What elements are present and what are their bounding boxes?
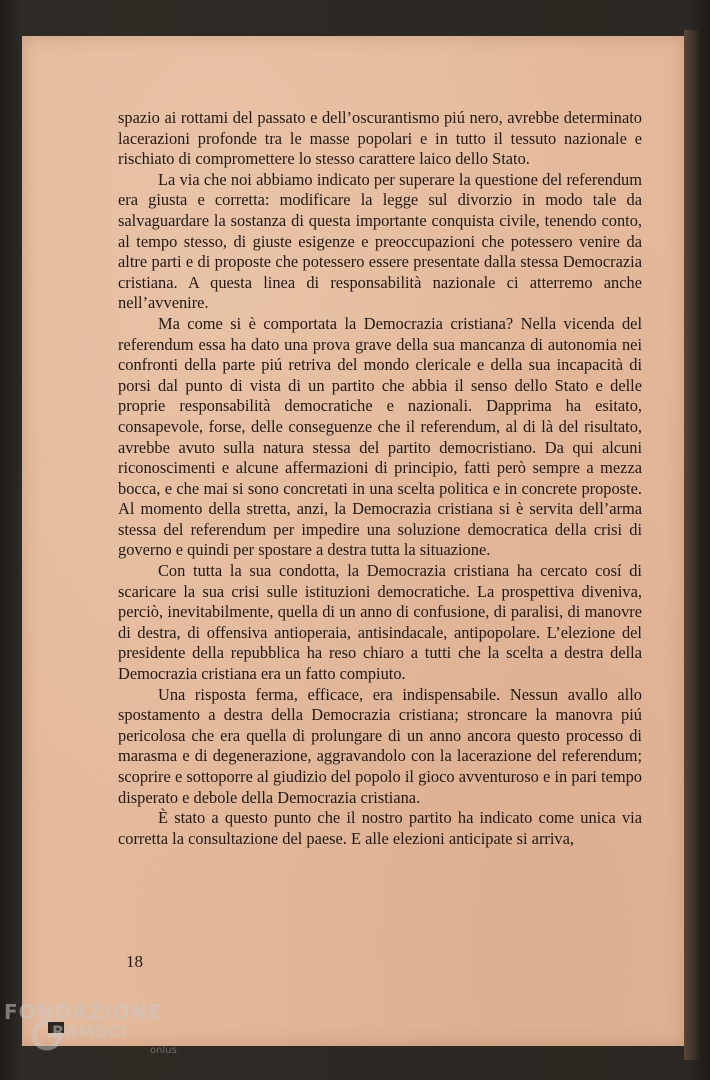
paragraph-5: Una risposta ferma, efficace, era indispensabile. Nessun avallo allo spostamento a destra della Democrazia cristiana; stroncare la manovra piú pericolosa che era quella di prolungare di un anno ancora questo processo di marasma e di degenerazione, aggravandolo con la lacerazione del referendum; scoprire e sottoporre al giudizio del popolo il gioco avventuroso e in pari tempo disperato e debole della Democrazia cristiana.: [118, 684, 642, 807]
watermark-line2: RAMSCI: [52, 1022, 128, 1041]
paragraph-3: Ma come si è comportata la Democrazia cristiana? Nella vicenda del referendum essa ha dato una prova grave della sua mancanza di autonomia nei confronti della parte piú retriva del mondo clericale e della sua incapacità di porsi dal punto di vista di un partito che abbia il senso dello Stato e delle proprie responsabilità democratiche e nazionali. Dapprima ha esitato, consapevole, forse, delle conseguenze che il referendum, al di là del risultato, avrebbe avuto sulla natura stessa del partito democristiano. Da qui alcuni riconoscimenti e alcune affermazioni di principio, fatti però sempre a mezza bocca, e che mai si sono concretati in una scelta politica e in concrete proposte. Al momento della stretta, anzi, la Democrazia cristiana si è servita dell’arma stessa del referendum per impedire una soluzione democratica della crisi di governo e quindi per spostare a destra tutta la situazione.: [118, 313, 642, 560]
watermark-line3: onlus: [150, 1045, 177, 1056]
page-edge: [684, 30, 702, 1060]
paragraph-2: La via che noi abbiamo indicato per superare la questione del referendum era giusta e corretta: modificare la legge sul divorzio in modo tale da salvaguardare la sostanza di questa importante conquista civile, tenendo conto, al tempo stesso, di giuste esigenze e preoccupazioni che potessero venire da altre parti e di proposte che potessero essere presentate dalla stessa Democrazia cristiana. A questa linea di responsabilità nazionale ci atterremo anche nell’avvenire.: [118, 169, 642, 313]
watermark-logo: [4, 1000, 204, 1070]
paragraph-6: È stato a questo punto che il nostro partito ha indicato come unica via corretta la consultazione del paese. E alle elezioni anticipate si arriva,: [118, 808, 642, 848]
page-number: 18: [126, 952, 143, 971]
paragraph-1: spazio ai rottami del passato e dell’oscurantismo piú nero, avrebbe determinato lacerazioni profonde tra le masse popolari e in tutto il tessuto nazionale e rischiato di compromettere lo stesso carattere laico dello Stato.: [118, 108, 642, 169]
watermark-line1: FONDAZIONE: [4, 1000, 163, 1024]
body-text: [118, 108, 642, 849]
paragraph-4: Con tutta la sua condotta, la Democrazia cristiana ha cercato cosí di scaricare la sua crisi sulle istituzioni democratiche. La prospettiva diveniva, perciò, inevitabilmente, quella di un anno di confusione, di paralisi, di manovre di destra, di offensiva antioperaia, antisindacale, antipopolare. L’elezione del presidente della repubblica ha reso chiaro a tutti che la scelta a destra della Democrazia cristiana era un fatto compiuto.: [118, 561, 642, 684]
